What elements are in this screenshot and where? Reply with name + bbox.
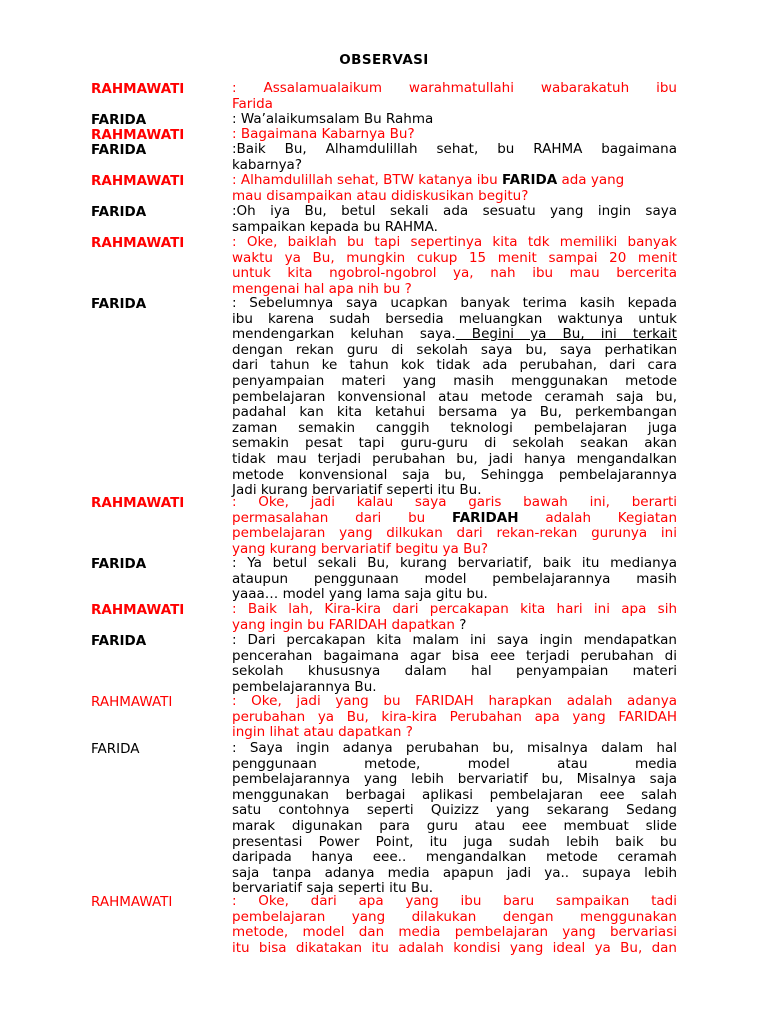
speech-text: : Wa’alaikumsalam Bu Rahma — [232, 111, 434, 127]
speech-text: : Oke, jadi yang bu FARIDAH harapkan adalah adanya perubahan ya Bu, kira-kira Perubahan apa yang FARIDAH ingin lihat atau dapatkan ? — [232, 693, 677, 741]
speaker-label: RAHMAWATI — [91, 173, 185, 189]
speaker-label: RAHMAWATI — [91, 127, 185, 143]
speaker-label: RAHMAWATI — [91, 235, 185, 251]
speech-text: : Oke, baiklah bu tapi sepertinya kita tdk memiliki banyak waktu ya Bu, mungkin cukup 15 menit sampai 20 menit untuk kita ngobrol-ngobrol ya, nah ibu mau bercerita mengenai hal apa nih bu ? — [232, 234, 677, 297]
speaker-label: FARIDA — [91, 204, 147, 220]
speaker-label: FARIDA — [91, 112, 147, 128]
speaker-label: FARIDA — [91, 741, 140, 757]
speaker-label: FARIDA — [91, 556, 147, 572]
speaker-label: FARIDA — [91, 633, 147, 649]
speaker-label: RAHMAWATI — [91, 81, 185, 97]
speech-text: : Dari percakapan kita malam ini saya ingin mendapatkan pencerahan bagaimana agar bisa eee terjadi perubahan di sekolah khususnya dalam hal penyampaian materi pembelajarannya Bu. — [232, 632, 677, 695]
speech-text: : Ya betul sekali Bu, kurang bervariatif, baik itu medianya ataupun penggunaan model pembelajarannya masih yaaa… model yang lama saja gitu bu. — [232, 555, 677, 603]
speaker-label: RAHMAWATI — [91, 694, 173, 710]
speech-text: : Assalamualaikum warahmatullahi wabarakatuh ibu Farida — [232, 80, 677, 112]
speech-text: : Oke, jadi kalau saya garis bawah ini, berarti permasalahan dari bu FARIDAH adalah Kegiatan pembelajaran yang dilkukan dari rekan-rekan gurunya ini yang kurang bervariatif begitu ya Bu? — [232, 494, 678, 557]
speech-text: :Oh iya Bu, betul sekali ada sesuatu yang ingin saya sampaikan kepada bu RAHMA. — [232, 203, 677, 235]
speech-text: : Saya ingin adanya perubahan bu, misalnya dalam hal penggunaan metode, model atau media pembelajarannya yang lebih bervariatif bu, Misalnya saja menggunakan berbagai aplikasi pembelajaran eee salah satu contohnya seperti Quizizz yang sekarang Sedang marak digunakan para guru atau eee membuat slide presentasi Power Point, itu juga sudah lebih baik bu daripada hanya eee.. mengandalkan metode ceramah saja tanpa adanya media apapun jadi ya.. supaya lebih bervariatif saja seperti itu Bu. — [232, 740, 677, 897]
speech-text: : Bagaimana Kabarnya Bu? — [232, 126, 415, 142]
speaker-label: FARIDA — [91, 142, 147, 158]
speech-text: : Sebelumnya saya ucapkan banyak terima kasih kepada ibu karena sudah bersedia meluangkan waktunya untuk mendengarkan keluhan saya. Begini ya Bu, ini terkait dengan rekan guru di sekolah saya bu, saya perhatikan dari tahun ke tahun kok tidak ada perubahan, dari cara penyampaian materi yang masih menggunakan metode pembelajaran konvensional atau metode ceramah saja bu, padahal kan kita ketahui bersama ya Bu, perkembangan zaman semakin canggih teknologi pembelajaran juga semakin pesat tapi guru-guru di sekolah seakan akan tidak mau terjadi perubahan bu, jadi hanya mengandalkan metode konvensional saja bu, Sehingga pembelajarannya Jadi kurang bervariatif seperti itu Bu. — [232, 295, 677, 499]
speaker-label: RAHMAWATI — [91, 894, 173, 910]
speaker-label: FARIDA — [91, 296, 147, 312]
speech-text: : Baik lah, Kira-kira dari percakapan kita hari ini apa sih yang ingin bu FARIDAH dapatkan ? — [232, 601, 677, 633]
speech-text: : Alhamdulillah sehat, BTW katanya ibu FARIDA ada yang mau disampaikan atau didiskusikan begitu? — [232, 172, 625, 204]
speaker-label: RAHMAWATI — [91, 495, 185, 511]
speaker-label: RAHMAWATI — [91, 602, 185, 618]
document-title: OBSERVASI — [339, 52, 429, 68]
speech-text: : Oke, dari apa yang ibu baru sampaikan tadi pembelajaran yang dilakukan dengan menggunakan metode, model dan media pembelajaran yang bervariasi itu bisa dikatakan itu adalah kondisi yang ideal ya Bu, dan — [232, 893, 677, 956]
speech-text: :Baik Bu, Alhamdulillah sehat, bu RAHMA bagaimana kabarnya? — [232, 141, 677, 173]
